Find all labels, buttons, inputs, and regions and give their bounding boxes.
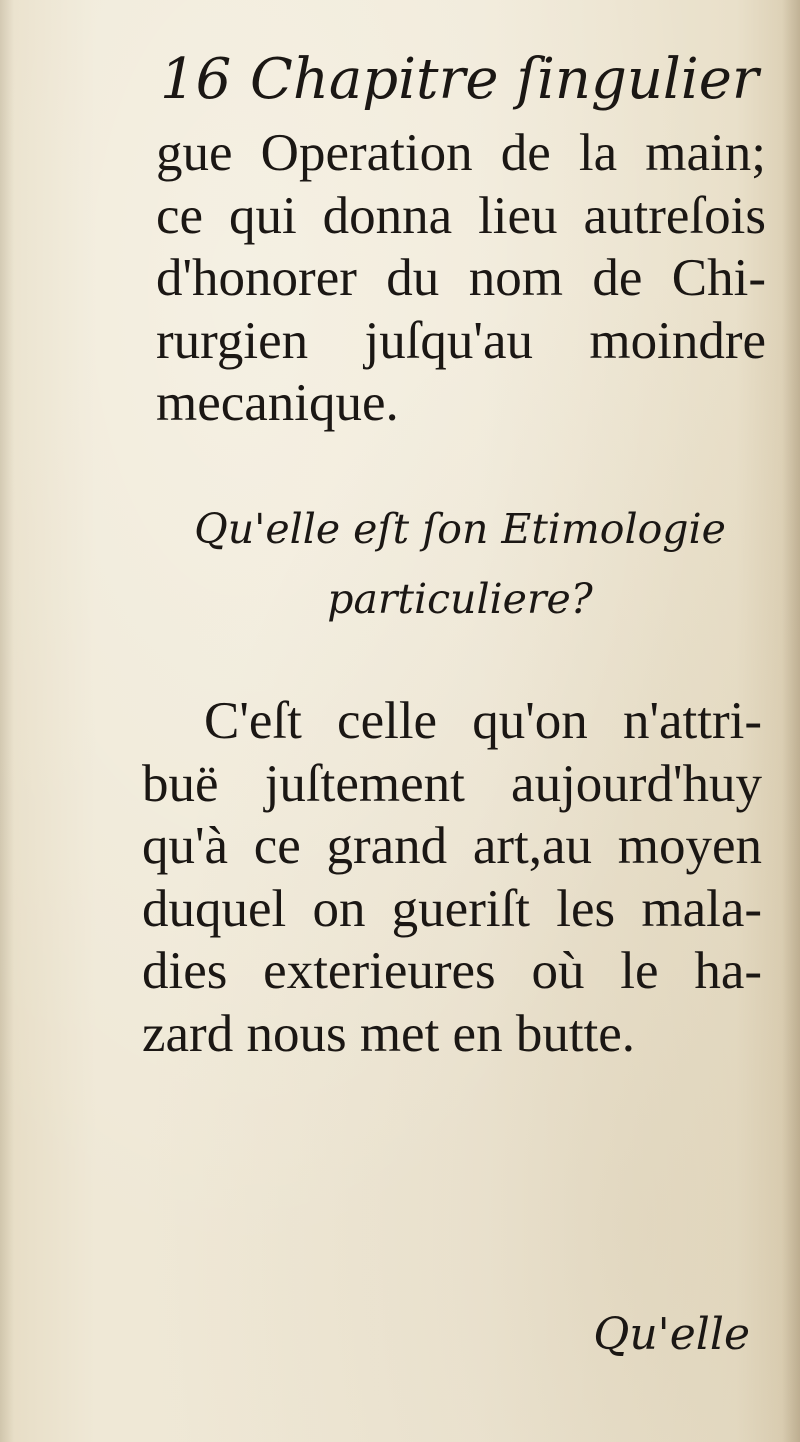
text-line: rurgien juſqu'au moindre (156, 311, 766, 370)
text-line: dies exterieures où le ha- (142, 942, 762, 1000)
text-line: gue Operation de la main; (156, 124, 766, 182)
page-gutter-shadow (0, 0, 14, 1442)
text-line: C'eſt celle qu'on n'attri- (204, 692, 762, 750)
question-heading (160, 494, 760, 634)
paragraph-continuation (156, 122, 766, 435)
catchword: Qu'elle (593, 1309, 750, 1360)
page-number: 16 (160, 47, 232, 112)
text-line: buë juſtement aujourd'huy (142, 754, 762, 813)
text-line: mecanique. (156, 374, 399, 432)
text-line: d'honorer du nom de Chi- (156, 249, 766, 307)
text-line: duquel on gueriſt les mala- (142, 879, 762, 938)
answer-paragraph (142, 690, 762, 1065)
text-line: ce qui donna lieu autreſois (156, 186, 766, 245)
running-title: Chapitre ſingulier (250, 47, 759, 112)
text-line: qu'à ce grand art,au moyen (142, 817, 762, 875)
text-line: zard nous met en butte. (142, 1004, 636, 1063)
running-header (160, 40, 759, 120)
question-line: particuliere? (327, 575, 593, 623)
page-edge-shadow (782, 0, 800, 1442)
question-line: Qu'elle eſt ſon Etimologie (194, 505, 726, 553)
